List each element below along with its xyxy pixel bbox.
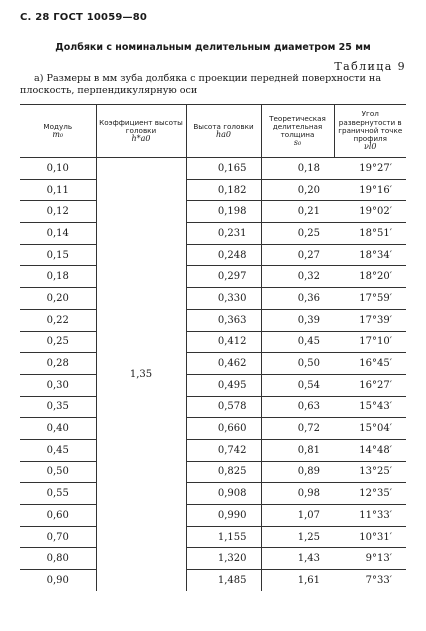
header-module-symbol: m₀ [52,130,64,139]
table-label: Таблица 9 [334,60,406,73]
table-header-row [20,105,406,158]
cell-module: 0,25 [20,331,96,353]
header-coefficient-symbol: h*a0 [131,134,151,144]
cell-thickness: 0,54 [261,374,334,396]
cell-thickness: 0,18 [261,158,334,180]
table-row [20,309,406,331]
cell-head-height: 0,248 [186,244,261,266]
cell-module: 0,90 [46,574,69,586]
table-row [20,461,406,483]
table-row [20,223,406,245]
table-row [20,396,406,418]
cell-angle: 10°31′ [334,526,406,548]
cell-head-height: 0,182 [186,179,261,201]
cell-thickness: 1,07 [261,505,334,527]
cell-angle: 16°45′ [334,353,406,375]
table-row [20,353,406,375]
table-row [20,439,406,461]
cell-thickness: 0,21 [261,201,334,223]
data-table [20,104,406,591]
table-row [20,548,406,570]
cell-thickness: 0,98 [261,483,334,505]
cell-angle: 17°10′ [334,331,406,353]
table-row [20,331,406,353]
cell-module: 0,35 [20,396,96,418]
table-row [20,505,406,527]
cell-thickness: 0,81 [261,439,334,461]
cell-thickness: 1,61 [261,570,334,591]
cell-module: 0,70 [20,526,96,548]
cell-module: 0,45 [20,439,96,461]
cell-module: 0,30 [20,374,96,396]
table-row [20,418,406,440]
cell-head-height: 0,165 [186,158,261,180]
cell-module: 0,55 [20,483,96,505]
cell-module: 0,14 [20,223,96,245]
table-row [20,374,406,396]
cell-angle: 9°13′ [334,548,406,570]
cell-thickness: 0,32 [261,266,334,288]
cell-thickness: 0,25 [261,223,334,245]
cell-head-height: 0,742 [186,439,261,461]
cell-head-height: 0,660 [186,418,261,440]
cell-module: 0,80 [20,548,96,570]
header-height-symbol: ha0 [215,130,231,139]
cell-angle: 7°33′ [365,574,392,586]
cell-angle: 18°34′ [334,244,406,266]
header-module-label: Модуль [43,121,73,131]
cell-head-height: 0,908 [186,483,261,505]
cell-module: 0,50 [20,461,96,483]
cell-angle: 16°27′ [334,374,406,396]
cell-module: 0,10 [20,158,96,180]
header-module [20,105,96,158]
cell-angle: 12°35′ [334,483,406,505]
cell-head-height: 0,297 [186,266,261,288]
header-height-label: Высота головки [193,121,254,131]
header-thickness [261,105,334,158]
cell-head-height: 0,495 [186,374,261,396]
cell-module: 0,28 [20,353,96,375]
table-row [20,201,406,223]
cell-module: 0,20 [20,288,96,310]
header-coefficient-label: Коэффициент высоты головки [99,117,183,135]
cell-angle: 18°51′ [334,223,406,245]
cell-thickness: 0,63 [261,396,334,418]
cell-module: 0,60 [20,505,96,527]
cell-head-height: 1,320 [186,548,261,570]
section-title: Долбяки с номинальным делительным диаметром 25 мм [55,42,371,53]
cell-module: 0,18 [20,266,96,288]
cell-thickness: 0,45 [261,331,334,353]
cell-angle: 19°27′ [334,158,406,180]
cell-angle: 11°33′ [334,505,406,527]
cell-head-height: 0,990 [186,505,261,527]
cell-angle: 13°25′ [334,461,406,483]
table-row [20,266,406,288]
page-header: С. 28 ГОСТ 10059—80 [20,12,148,23]
table-body [20,158,406,591]
cell-angle: 17°39′ [334,309,406,331]
cell-module: 0,15 [20,244,96,266]
cell-angle: 19°02′ [334,201,406,223]
cell-thickness: 0,27 [261,244,334,266]
table-row [20,526,406,548]
cell-head-height: 0,330 [186,288,261,310]
cell-module: 0,40 [20,418,96,440]
cell-angle: 15°04′ [334,418,406,440]
cell-head-height: 0,825 [186,461,261,483]
header-angle-label: Угол развернутости в граничной точке профиля [338,109,403,144]
cell-head-height: 0,412 [186,331,261,353]
table-row [20,483,406,505]
cell-thickness: 1,25 [261,526,334,548]
table-row [20,244,406,266]
cell-angle: 18°20′ [334,266,406,288]
cell-head-height: 0,198 [186,201,261,223]
cell-angle: 19°16′ [334,179,406,201]
cell-module: 0,22 [20,309,96,331]
cell-angle: 17°59′ [334,288,406,310]
cell-angle: 15°43′ [334,396,406,418]
cell-thickness: 0,50 [261,353,334,375]
table-caption: а) Размеры в мм зуба долбяка с проекции передней поверхности на плоскость, перпендикулярную оси [20,73,382,96]
table-row [20,570,406,591]
cell-thickness: 0,89 [261,461,334,483]
cell-head-height: 0,578 [186,396,261,418]
header-thickness-symbol: s₀ [293,138,302,148]
cell-thickness: 1,43 [261,548,334,570]
table-row [20,179,406,201]
cell-thickness: 0,36 [261,288,334,310]
cell-thickness: 0,20 [261,179,334,201]
header-coefficient [96,105,186,158]
cell-head-height: 0,462 [186,353,261,375]
header-angle-symbol: νl0 [363,142,377,152]
cell-head-height: 1,485 [186,570,261,591]
cell-head-height: 0,231 [186,223,261,245]
header-height [186,105,261,158]
cell-angle: 14°48′ [334,439,406,461]
table-row [20,288,406,310]
cell-module: 0,11 [20,179,96,201]
cell-module: 0,12 [20,201,96,223]
header-angle [334,105,406,158]
cell-head-height: 0,363 [186,309,261,331]
cell-coefficient: 1,35 [96,158,186,591]
header-thickness-label: Теоретическая делительная толщина [269,113,326,139]
cell-head-height: 1,155 [186,526,261,548]
cell-thickness: 0,72 [261,418,334,440]
table-row [20,158,406,180]
cell-thickness: 0,39 [261,309,334,331]
